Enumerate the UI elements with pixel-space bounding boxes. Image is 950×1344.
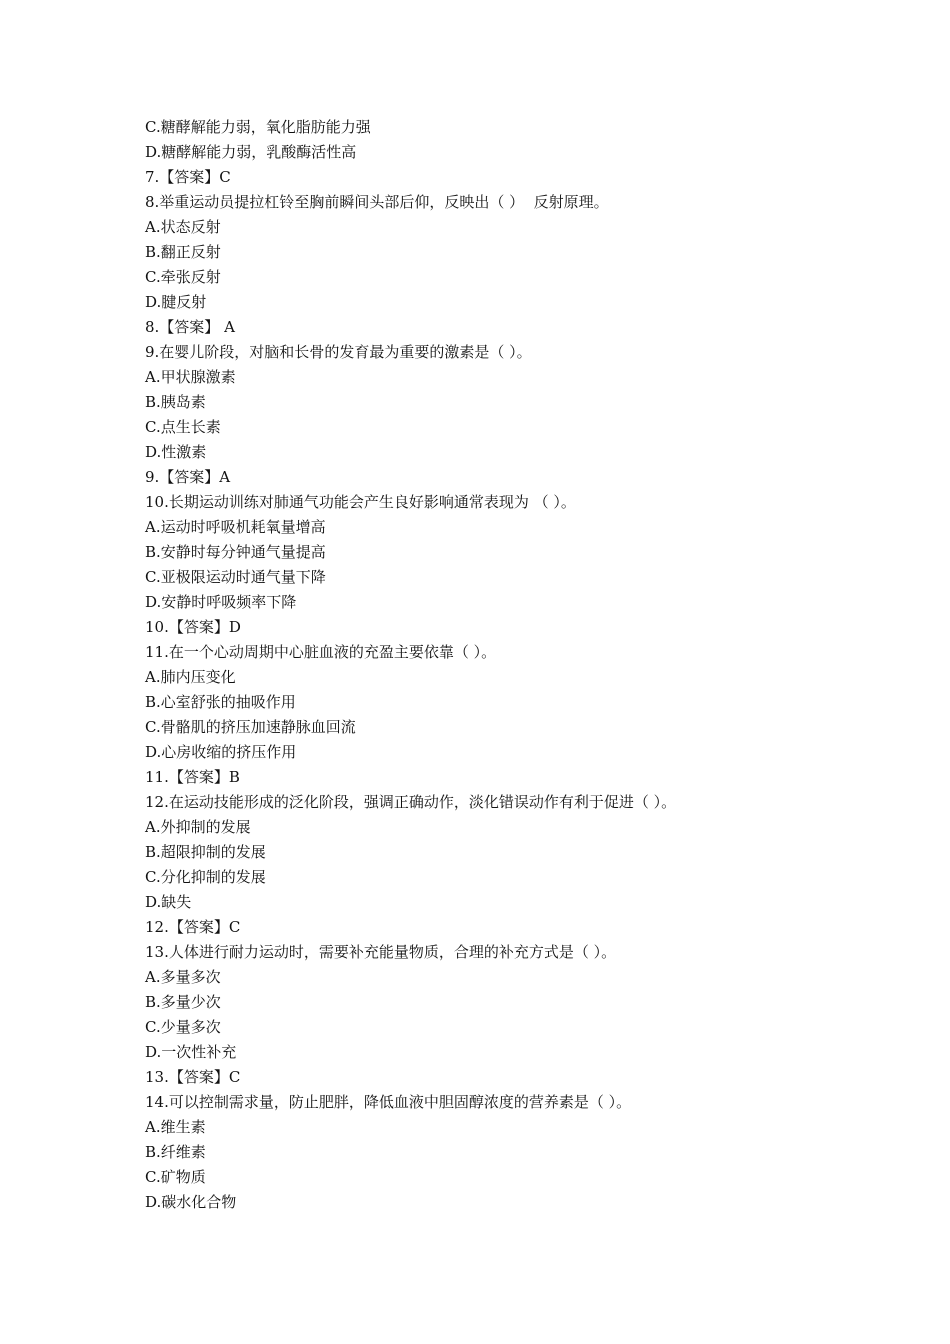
answer-line: 11.【答案】B <box>145 768 240 786</box>
option-line: D.碳水化合物 <box>145 1193 237 1211</box>
option-line: A.肺内压变化 <box>145 668 236 686</box>
question-line: 14.可以控制需求量，防止肥胖，降低血液中胆固醇浓度的营养素是（ ）。 <box>145 1093 632 1111</box>
question-line: 12.在运动技能形成的泛化阶段，强调正确动作，淡化错误动作有利于促进（ ）。 <box>145 793 677 811</box>
option-line: B.翻正反射 <box>145 243 221 261</box>
option-line: D.腱反射 <box>145 293 207 311</box>
question-line: 8.举重运动员提拉杠铃至胸前瞬间头部后仰，反映出（ ） 反射原理。 <box>145 193 609 211</box>
option-line: B.心室舒张的抽吸作用 <box>145 693 296 711</box>
question-line: 13.人体进行耐力运动时，需要补充能量物质，合理的补充方式是（ ）。 <box>145 943 617 961</box>
option-line: C.亚极限运动时通气量下降 <box>145 568 326 586</box>
answer-line: 7.【答案】C <box>145 168 231 186</box>
answer-line: 8.【答案】 A <box>145 318 235 336</box>
option-line: B.胰岛素 <box>145 393 206 411</box>
option-line: A.状态反射 <box>145 218 221 236</box>
option-line: C.少量多次 <box>145 1018 221 1036</box>
option-line: B.安静时每分钟通气量提高 <box>145 543 326 561</box>
question-line: 11.在一个心动周期中心脏血液的充盈主要依靠（ ）。 <box>145 643 497 661</box>
option-line: A.维生素 <box>145 1118 206 1136</box>
option-line: C.矿物质 <box>145 1168 206 1186</box>
option-line: C.骨骼肌的挤压加速静脉血回流 <box>145 718 356 736</box>
option-line: C.点生长素 <box>145 418 221 436</box>
question-line: 9.在婴儿阶段，对脑和长骨的发育最为重要的激素是（ ）。 <box>145 343 532 361</box>
option-line: C.牵张反射 <box>145 268 221 286</box>
option-line: D.一次性补充 <box>145 1043 237 1061</box>
option-line: A.运动时呼吸机耗氧量增高 <box>145 518 326 536</box>
option-line: B.超限抑制的发展 <box>145 843 266 861</box>
option-line: D.心房收缩的挤压作用 <box>145 743 297 761</box>
answer-line: 13.【答案】C <box>145 1068 241 1086</box>
document-body <box>145 115 865 1215</box>
option-line: C.糖酵解能力弱，氧化脂肪能力强 <box>145 118 371 136</box>
answer-line: 12.【答案】C <box>145 918 241 936</box>
option-line: B.多量少次 <box>145 993 221 1011</box>
option-line: A.多量多次 <box>145 968 221 986</box>
option-line: C.分化抑制的发展 <box>145 868 266 886</box>
option-line: D.安静时呼吸频率下降 <box>145 593 297 611</box>
option-line: D.糖酵解能力弱，乳酸酶活性高 <box>145 143 357 161</box>
option-line: D.性激素 <box>145 443 207 461</box>
option-line: D.缺失 <box>145 893 192 911</box>
answer-line: 9.【答案】A <box>145 468 231 486</box>
answer-line: 10.【答案】D <box>145 618 241 636</box>
question-line: 10.长期运动训练对肺通气功能会产生良好影响通常表现为 （ ）。 <box>145 493 576 511</box>
option-line: A.外抑制的发展 <box>145 818 251 836</box>
option-line: A.甲状腺激素 <box>145 368 236 386</box>
option-line: B.纤维素 <box>145 1143 206 1161</box>
